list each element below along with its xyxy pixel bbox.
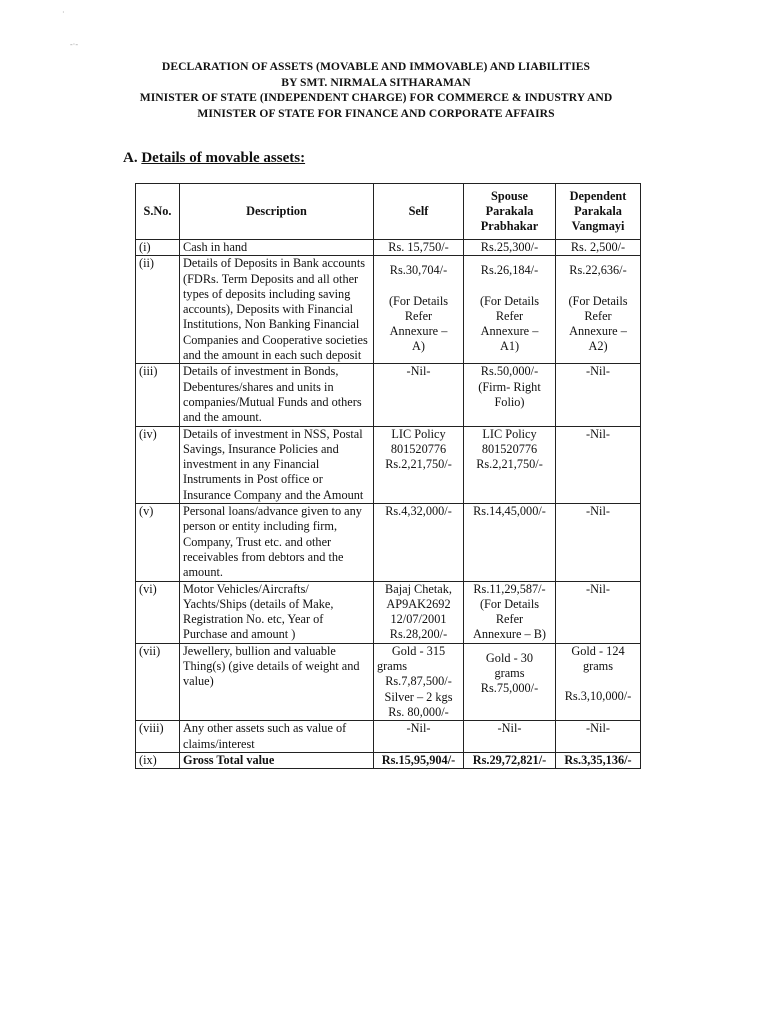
value-line: (For Details	[479, 596, 540, 611]
total-description: Gross Total value	[180, 752, 374, 768]
table-row	[136, 426, 641, 503]
row-description: Details of investment in Bonds, Debentures/shares and units in companies/Mutual Funds and others and the amount.	[180, 364, 374, 426]
row-sno: (vi)	[136, 581, 180, 643]
total-spouse-value: Rs.29,72,821/-	[464, 752, 556, 768]
value-line: Rs.22,636/-	[569, 263, 627, 278]
spacer	[377, 279, 460, 294]
row-sno: (iii)	[136, 364, 180, 426]
value-line: Rs.50,000/-	[480, 364, 539, 379]
value-line: A2)	[588, 339, 608, 354]
value-line: AP9AK2692	[386, 596, 451, 611]
header-description: Description	[180, 184, 374, 240]
header-dependent-line: Parakala	[574, 203, 622, 218]
value-line: Rs.7,87,500/-	[385, 674, 452, 689]
row-self-value: -Nil-	[374, 364, 464, 426]
heading-line: MINISTER OF STATE FOR FINANCE AND CORPORATE AFFAIRS	[197, 106, 555, 120]
table-row	[136, 240, 641, 256]
table-row	[136, 504, 641, 581]
row-sno: (viii)	[136, 721, 180, 753]
spacer	[559, 279, 637, 294]
total-self-value: Rs.15,95,904/-	[374, 752, 464, 768]
scan-speck: -·-	[70, 40, 78, 49]
row-description: Personal loans/advance given to any person or entity including firm, Company, Trust etc. and other receivables from debtors and the amount.	[180, 504, 374, 581]
value-line: LIC Policy	[482, 426, 537, 441]
header-self: Self	[374, 184, 464, 240]
value-line: (For Details	[479, 293, 540, 308]
row-sno: (i)	[136, 240, 180, 256]
value-line: Gold - 30	[485, 650, 534, 665]
row-dependent-value: -Nil-	[556, 721, 641, 753]
spacer	[559, 674, 637, 689]
value-line: Rs.30,704/-	[389, 263, 448, 278]
header-sno: S.No.	[136, 184, 180, 240]
row-description: Jewellery, bullion and valuable Thing(s) (give details of weight and value)	[180, 643, 374, 720]
value-line: Refer	[495, 612, 524, 627]
value-line: Annexure –	[480, 324, 539, 339]
header-spouse-line: Spouse	[491, 188, 528, 203]
row-dependent-value: -Nil-	[556, 581, 641, 643]
value-line: Rs.2,21,750/-	[385, 457, 452, 472]
row-description: Details of investment in NSS, Postal Savings, Insurance Policies and investment in any Financial Instruments in Post office or Insurance Company and the Amount	[180, 426, 374, 503]
value-line: (For Details	[388, 293, 449, 308]
value-line: Bajaj Chetak,	[385, 581, 452, 596]
row-sno: (iv)	[136, 426, 180, 503]
value-line: Refer	[584, 308, 612, 323]
row-description: Any other assets such as value of claims/interest	[180, 721, 374, 753]
row-spouse-value	[464, 426, 556, 503]
row-spouse-value	[464, 643, 556, 720]
row-dependent-value: -Nil-	[556, 504, 641, 581]
value-line: grams	[582, 659, 614, 674]
value-line: grams	[377, 659, 408, 674]
row-description: Cash in hand	[180, 240, 374, 256]
row-description: Motor Vehicles/Aircrafts/ Yachts/Ships (details of Make, Registration No. etc, Year of Purchase and amount )	[180, 581, 374, 643]
header-dependent	[556, 184, 641, 240]
row-spouse-value: -Nil-	[464, 721, 556, 753]
value-line: LIC Policy	[391, 426, 446, 441]
row-dependent-value: Rs. 2,500/-	[556, 240, 641, 256]
row-sno: (v)	[136, 504, 180, 581]
section-prefix: A.	[123, 150, 138, 166]
value-line: Refer	[404, 308, 433, 323]
row-self-value	[374, 426, 464, 503]
row-spouse-value: Rs.14,45,000/-	[464, 504, 556, 581]
value-line: (For Details	[568, 293, 628, 308]
document-heading	[100, 59, 652, 121]
value-line: A)	[412, 339, 425, 354]
value-line: Annexure – B)	[472, 627, 547, 642]
value-line: Gold - 315	[391, 643, 446, 658]
value-line: (Firm- Right	[478, 379, 541, 394]
header-spouse	[464, 184, 556, 240]
total-dependent-value: Rs.3,35,136/-	[556, 752, 641, 768]
value-line: A1)	[499, 339, 520, 354]
value-line: Rs.28,200/-	[389, 627, 448, 642]
header-spouse-line: Prabhakar	[480, 219, 539, 234]
value-line: Folio)	[494, 394, 525, 409]
row-sno: (ii)	[136, 256, 180, 364]
value-line: Rs.2,21,750/-	[476, 457, 543, 472]
table-row	[136, 721, 641, 753]
total-sno: (ix)	[136, 752, 180, 768]
row-spouse-value: Rs.25,300/-	[464, 240, 556, 256]
row-self-value	[374, 581, 464, 643]
scan-speck: ·	[62, 8, 65, 17]
heading-line: BY SMT. NIRMALA SITHARAMAN	[281, 75, 471, 89]
heading-line: MINISTER OF STATE (INDEPENDENT CHARGE) FOR COMMERCE & INDUSTRY AND	[139, 91, 613, 105]
table-row	[136, 256, 641, 364]
value-line: Silver – 2 kgs	[384, 689, 453, 704]
value-line: 801520776	[481, 441, 538, 456]
row-dependent-value	[556, 643, 641, 720]
table-header-row	[136, 184, 641, 240]
row-spouse-value	[464, 256, 556, 364]
value-line: Annexure –	[569, 324, 627, 339]
header-spouse-line: Parakala	[485, 203, 534, 218]
table-row	[136, 643, 641, 720]
value-line: Rs.3,10,000/-	[564, 689, 632, 704]
table-total-row	[136, 752, 641, 768]
header-dependent-line: Vangmayi	[571, 219, 625, 234]
row-self-value	[374, 643, 464, 720]
value-line: Rs. 80,000/-	[388, 704, 449, 719]
value-line: Rs.75,000/-	[480, 681, 539, 696]
section-title-text: Details of movable assets:	[141, 150, 306, 166]
value-line: Gold - 124	[571, 643, 625, 658]
row-dependent-value	[556, 256, 641, 364]
value-line: Annexure –	[389, 324, 448, 339]
value-line: Rs.11,29,587/-	[473, 581, 546, 596]
spacer	[467, 279, 552, 294]
section-title	[123, 150, 305, 167]
header-dependent-line: Dependent	[569, 188, 627, 203]
row-spouse-value	[464, 581, 556, 643]
heading-line: DECLARATION OF ASSETS (MOVABLE AND IMMOVABLE) AND LIABILITIES	[161, 60, 591, 73]
row-spouse-value	[464, 364, 556, 426]
value-line: Rs.26,184/-	[480, 263, 539, 278]
row-sno: (vii)	[136, 643, 180, 720]
value-line: 801520776	[390, 441, 447, 456]
movable-assets-table	[135, 183, 641, 769]
row-self-value: -Nil-	[374, 721, 464, 753]
row-self-value: Rs. 15,750/-	[374, 240, 464, 256]
table-row	[136, 581, 641, 643]
value-line: grams	[494, 666, 525, 681]
table-row	[136, 364, 641, 426]
row-self-value	[374, 256, 464, 364]
row-description: Details of Deposits in Bank accounts (FDRs. Term Deposits and all other types of deposits including saving accounts), Deposits with Financial Institutions, Non Banking Financial Companies and Cooperative societies and the amount in each such deposit	[180, 256, 374, 364]
row-self-value: Rs.4,32,000/-	[374, 504, 464, 581]
row-dependent-value: -Nil-	[556, 426, 641, 503]
value-line: Refer	[495, 308, 524, 323]
value-line: 12/07/2001	[390, 612, 447, 627]
row-dependent-value: -Nil-	[556, 364, 641, 426]
